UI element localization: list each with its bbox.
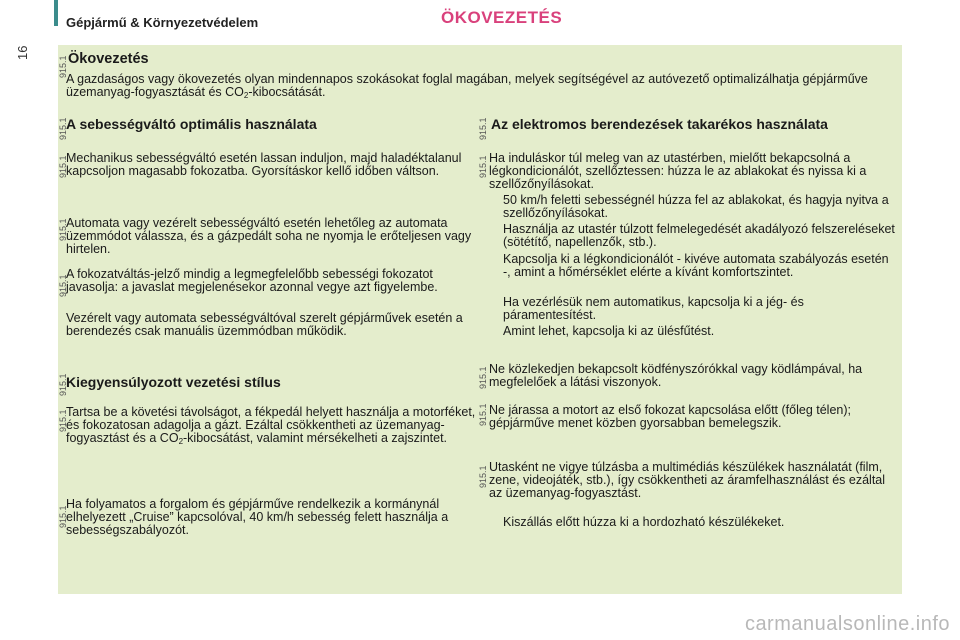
page-number: 16 <box>15 45 30 60</box>
main-title: Ökovezetés <box>68 51 149 67</box>
ref-code: 915.1 <box>478 403 488 426</box>
unplug-devices-paragraph: Kiszállás előtt húzza ki a hordozható készülékeket. <box>503 515 785 529</box>
gearbox-automatic-paragraph: Automata vagy vezérelt sebességváltó esetén lehetőleg az automata üzemmódot válassza, és a gázpedált soha ne nyomja le erőteljesen vagy hirtelen. <box>66 216 472 256</box>
electrical-heading: Az elektromos berendezések takarékos használata <box>491 116 828 132</box>
ref-code: 915.1 <box>58 155 68 178</box>
fog-lights-paragraph: Ne közlekedjen bekapcsolt ködfényszórókkal vagy ködlámpával, ha megfelelőek a látási viszonyok. <box>489 362 863 389</box>
driving-style-heading: Kiegyensúlyozott vezetési stílus <box>66 374 281 390</box>
ref-code: 915.1 <box>58 409 68 432</box>
driving-style-paragraph: Tartsa be a követési távolságot, a fékpedál helyett használja a motorféket, és fokozatosan adagolja a gázt. Ezáltal csökkentheti az üzemanyag-fogyasztást és a $CO_2$-kibocsátást, valamint mérsékelheti a zajszintet. <box>66 405 476 446</box>
ref-code: 915.1 <box>478 465 488 488</box>
gearbox-heading: A sebességváltó optimális használata <box>66 116 317 132</box>
ref-code: 915.1 <box>58 218 68 241</box>
chapter-title: ÖKOVEZETÉS <box>441 8 563 27</box>
seat-heating-paragraph: Amint lehet, kapcsolja ki az ülésfűtést. <box>503 324 715 338</box>
ref-code: 915.1 <box>478 155 488 178</box>
ac-off-paragraph: Kapcsolja ki a légkondicionálót - kivéve automata szabályozás esetén -, amint a hőmérséklet elérte a kívánt komfortszintet. <box>503 252 889 279</box>
section-header: Gépjármű & Környezetvédelem <box>66 15 259 30</box>
watermark-text: carmanualsonline.info <box>744 613 950 635</box>
engine-idle-paragraph: Ne járassa a motort az első fokozat kapcsolása előtt (főleg télen); gépjárműve menet közben gyorsabban bemelegszik. <box>489 403 851 430</box>
sunshade-paragraph: Használja az utastér túlzott felmelegedését akadályozó felszereléseket (sötétítő, napellenzők, stb.). <box>503 222 895 249</box>
ref-code: 915.1 <box>58 274 68 297</box>
ref-code: 915.1 <box>58 117 68 140</box>
cruise-control-paragraph: Ha folyamatos a forgalom és gépjárműve rendelkezik a kormánynál elhelyezett „Cruise” kapcsolóval, 40 km/h sebesség felett használja a sebességszabályozót. <box>66 497 449 537</box>
gearbox-manual-paragraph: Mechanikus sebességváltó esetén lassan induljon, majd haladéktalanul kapcsoljon magasabb fokozatba. Gyorsításkor kellő időben váltson. <box>66 151 462 178</box>
ref-code: 915.1 <box>58 505 68 528</box>
ref-code: 915.1 <box>58 55 68 78</box>
defrost-paragraph: Ha vezérlésük nem automatikus, kapcsolja ki a jég- és páramentesítést. <box>503 295 804 322</box>
ref-code: 915.1 <box>478 117 488 140</box>
gear-indicator-note: Vezérelt vagy automata sebességváltóval szerelt gépjárművek esetén a berendezés csak manuális üzemmódban működik. <box>66 311 463 338</box>
section-color-bar <box>54 0 58 26</box>
ref-code: 915.1 <box>58 373 68 396</box>
windows-paragraph: 50 km/h feletti sebességnél húzza fel az ablakokat, és hagyja nyitva a szellőzőnyílásokat. <box>503 193 889 220</box>
gear-indicator-paragraph: A fokozatváltás-jelző mindig a legmegfelelőbb sebességi fokozatot javasolja: a javaslat megjelenésekor azonnal vegye azt figyelembe. <box>66 267 438 294</box>
multimedia-paragraph: Utasként ne vigye túlzásba a multimédiás készülékek használatát (film, zene, videojáték, stb.), így csökkentheti az áramfelhasználást és ezáltal az üzemanyag-fogyasztást. <box>489 460 886 500</box>
ref-code: 915.1 <box>478 366 488 389</box>
ac-ventilation-paragraph: Ha induláskor túl meleg van az utastérben, mielőtt bekapcsolná a légkondicionálót, szellőztessen: húzza le az ablakokat és nyissa ki a szellőzőnyílásokat. <box>489 151 867 191</box>
intro-paragraph: A gazdaságos vagy ökovezetés olyan mindennapos szokásokat foglal magában, melyek segítségével az autóvezető optimalizálhatja gépjárműve üzemanyag-fogyasztását és $CO_2$-kibocsátását. <box>66 72 868 100</box>
